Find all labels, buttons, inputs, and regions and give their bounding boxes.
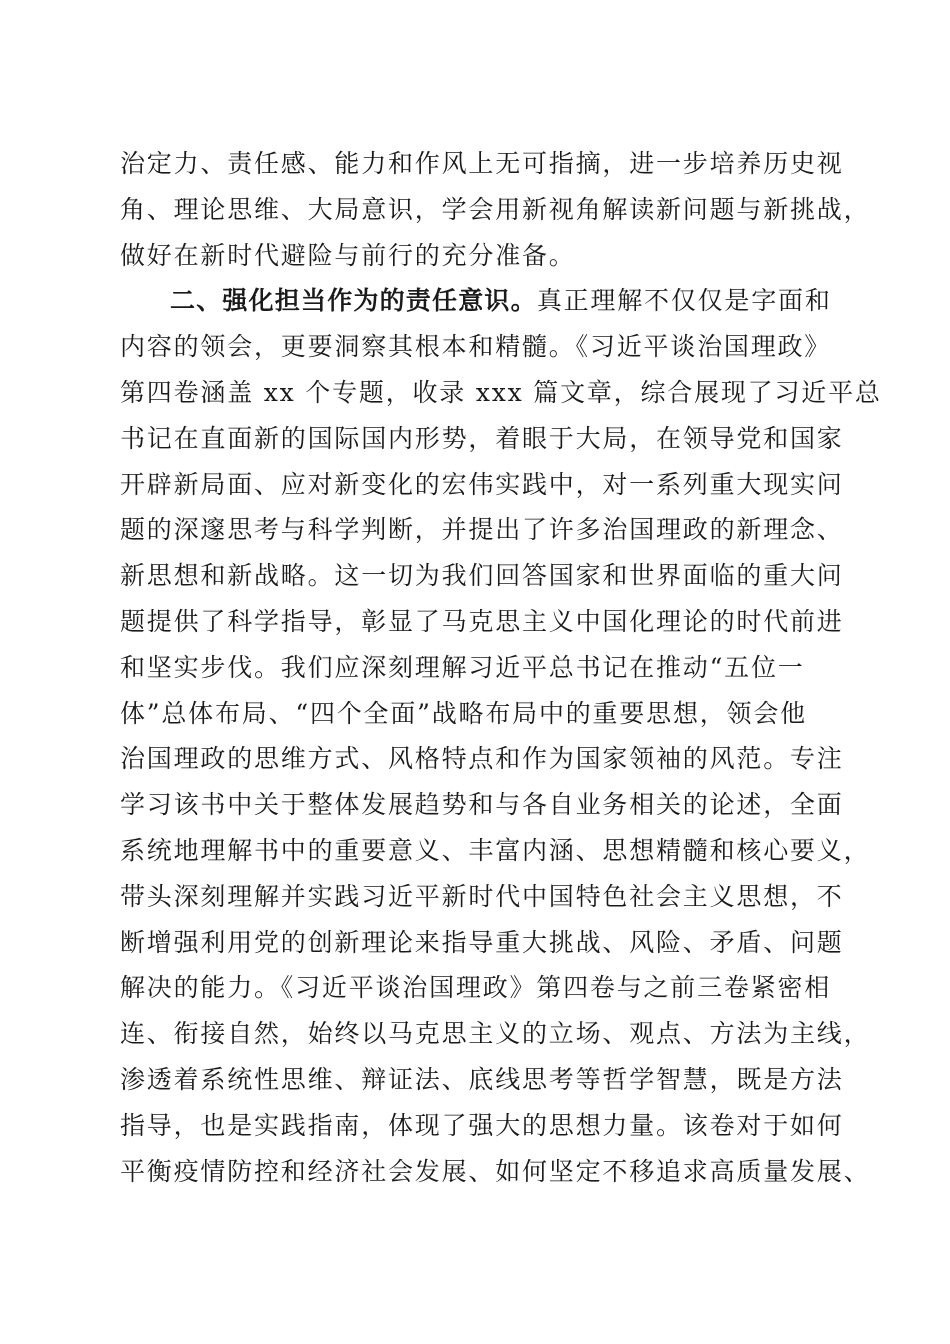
text-line: 开辟新局面、应对新变化的宏伟实践中，对一系列重大现实问 bbox=[120, 469, 844, 499]
text-line: 题的深邃思考与科学判断，并提出了许多治国理政的新理念、 bbox=[120, 515, 844, 545]
text-line: 新思想和新战略。这一切为我们回答国家和世界面临的重大问 bbox=[120, 561, 844, 591]
paragraph-1 bbox=[120, 141, 871, 278]
text-line: 学习该书中关于整体发展趋势和与各自业务相关的论述，全面 bbox=[120, 790, 844, 820]
text-line: 解决的能力。《习近平谈治国理政》第四卷与之前三卷紧密相 bbox=[120, 973, 832, 1003]
text-line: 题提供了科学指导，彰显了马克思主义中国化理论的时代前进 bbox=[120, 606, 844, 636]
section-first-line bbox=[120, 278, 860, 324]
document-body bbox=[120, 141, 882, 1194]
text-line: 治定力、责任感、能力和作风上无可指摘，进一步培养历史视 bbox=[120, 149, 844, 178]
text-line: 带头深刻理解并实践习近平新时代中国特色社会主义思想，不 bbox=[120, 881, 844, 911]
text-line: 渗透着系统性思维、辩证法、底线思考等哲学智慧，既是方法 bbox=[120, 1064, 844, 1094]
text-span: 真正理解不仅仅是字面和 bbox=[536, 286, 832, 316]
text-line: 断增强利用党的创新理论来指导重大挑战、风险、矛盾、问题 bbox=[120, 927, 844, 957]
text-line: 指导，也是实践指南，体现了强大的思想力量。该卷对于如何 bbox=[120, 1110, 844, 1140]
text-line: 治国理政的思维方式、风格特点和作为国家领袖的风范。专注 bbox=[120, 744, 844, 774]
text-line: 体”总体布局、“四个全面”战略布局中的重要思想，领会他 bbox=[120, 698, 807, 728]
text-line: 连、衔接自然，始终以马克思主义的立场、观点、方法为主线， bbox=[120, 1019, 871, 1049]
text-line: 内容的领会，更要洞察其根本和精髓。《习近平谈治国理政》 bbox=[120, 332, 832, 362]
text-line: 系统地理解书中的重要意义、丰富内涵、思想精髓和核心要义， bbox=[120, 835, 871, 865]
text-line: 平衡疫情防控和经济社会发展、如何坚定不移追求高质量发展、 bbox=[120, 1156, 871, 1186]
text-line: 第四卷涵盖 xx 个专题，收录 xxx 篇文章，综合展现了习近平总 bbox=[120, 377, 882, 407]
text-line: 书记在直面新的国际国内形势，着眼于大局，在领导党和国家 bbox=[120, 423, 844, 453]
paragraph-2 bbox=[120, 278, 882, 1194]
text-line: 角、理论思维、大局意识，学会用新视角解读新问题与新挑战， bbox=[120, 194, 871, 224]
text-line: 和坚实步伐。我们应深刻理解习近平总书记在推动“五位一 bbox=[120, 652, 805, 682]
section-heading: 二、强化担当作为的责任意识。 bbox=[170, 286, 537, 316]
text-line: 做好在新时代避险与前行的充分准备。 bbox=[120, 240, 576, 270]
